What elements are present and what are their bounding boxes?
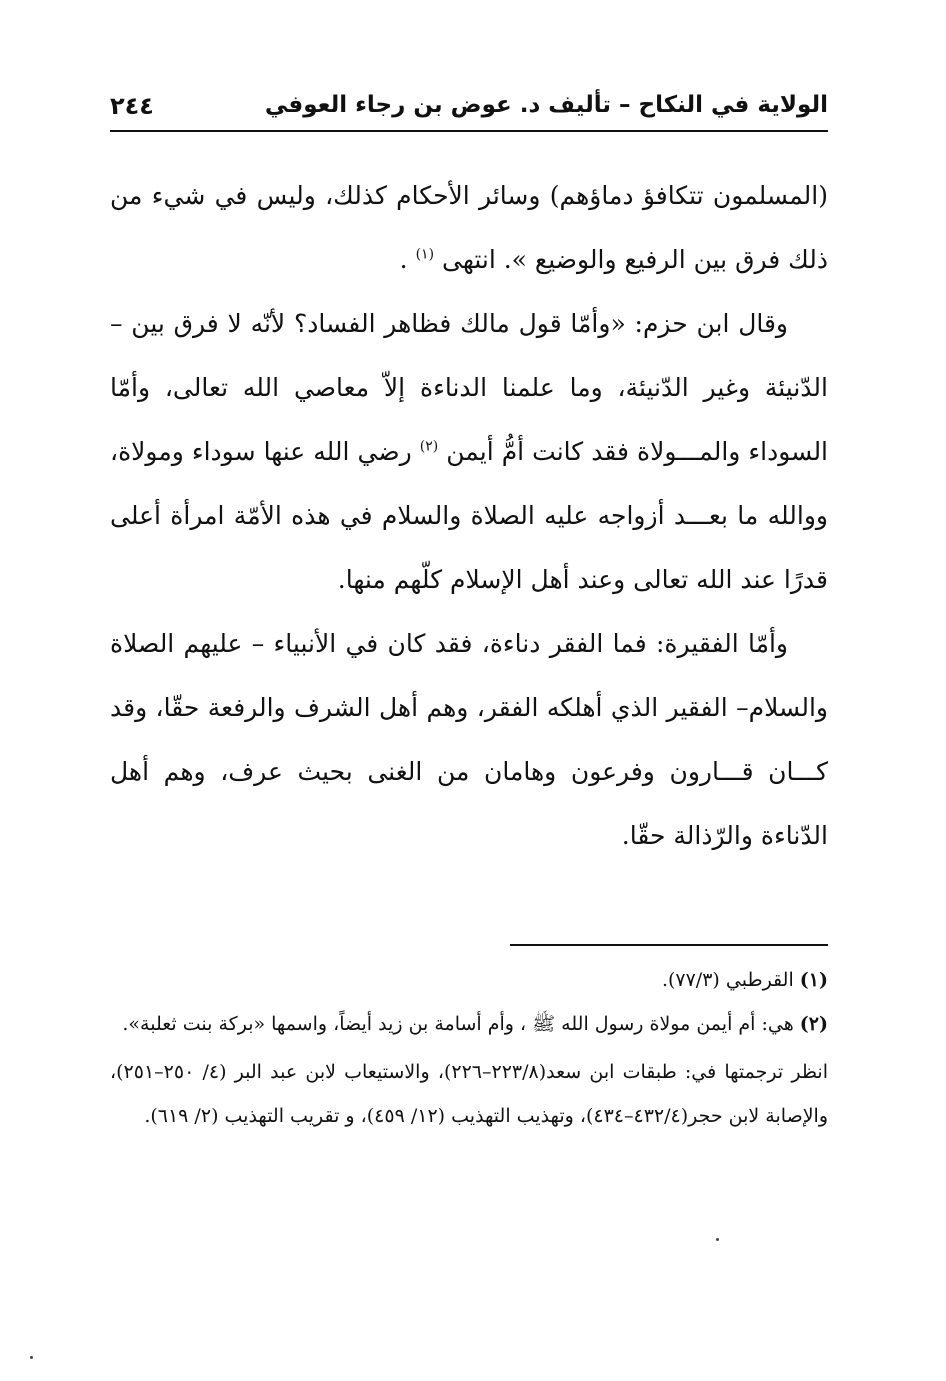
footnote-2-text: هي: أم أيمن مولاة رسول الله ﷺ ، وأم أسامة بن زيد أيضاً، واسمها «بركة بنت ثعلبة». [122,1013,800,1035]
running-header [110,92,828,128]
footnote-2-number: (٢) [799,1013,828,1035]
footnote-divider [510,944,828,946]
paragraph-3: وأمّا الفقيرة: فما الفقر دناءة، فقد كان في الأنبياء – عليهم الصلاة والسلام– الفقير الذي أهلكه الفقر، وهم أهل الشرف والرفعة حقّا، وقد كـــان قـــارون وفرعون وهامان من الغنى بحيث عرف، وهم أهل الدّناءة والرّذالة حقّا. [110,629,828,850]
paragraph-1-end: . [399,245,416,274]
paragraph-2-text-b: رضي الله عنها سوداء ومولاة، ووالله ما بعـــد أزواجه عليه الصلاة والسلام في هذه الأمّة امرأة أعلى قدرًا عند الله تعالى وعند أهل الإسلام كلّهم منها. [110,437,828,594]
footnote-ref-2: (٢) [419,438,439,455]
footnote-1-text: القرطبي (٧٧/٣). [661,969,800,991]
footnote-2-source: انظر ترجمتها في: طبقات ابن سعد(٢٢٣/٨–٢٢٦)، والاستيعاب لابن عبد البر (٤/ ٢٥٠–٢٥١)، والإصابة لابن حجر(٤٣٢/٤–٤٣٤)، وتهذيب التهذيب (١٢/ ٤٥٩)، و تقريب التهذيب (٢/ ٦١٩). [110,1061,828,1127]
paragraph-2-text-a: وقال ابن حزم: «وأمّا قول مالك فظاهر الفساد؟ لأنّه لا فرق بين – الدّنيئة وغير الدّنيئة، وما علمنا الدناءة إلاّ معاصي الله تعالى، وأمّا السوداء والمـــولاة فقد كانت أمُّ أيمن [110,309,829,466]
paragraph-1 [110,164,828,292]
footnote-1-number: (١) [799,969,828,991]
scan-speck [716,1238,719,1241]
page-number: ٢٤٤ [110,92,154,120]
footnotes [110,958,828,1138]
footnote-2 [110,1002,828,1046]
main-text [110,164,828,868]
header-divider [110,130,828,132]
paragraph-1-text: (المسلمون تتكافؤ دماؤهم) وسائر الأحكام كذلك، وليس في شيء من ذلك فرق بين الرفيع والوضيع ». انتهى [110,181,828,274]
footnote-ref-1: (١) [415,246,435,263]
paragraph-2 [110,292,828,612]
footnote-1 [110,958,828,1002]
scan-speck [30,1356,33,1359]
header-title: الولاية في النكاح – تأليف د. عوض بن رجاء العوفي [264,92,828,118]
